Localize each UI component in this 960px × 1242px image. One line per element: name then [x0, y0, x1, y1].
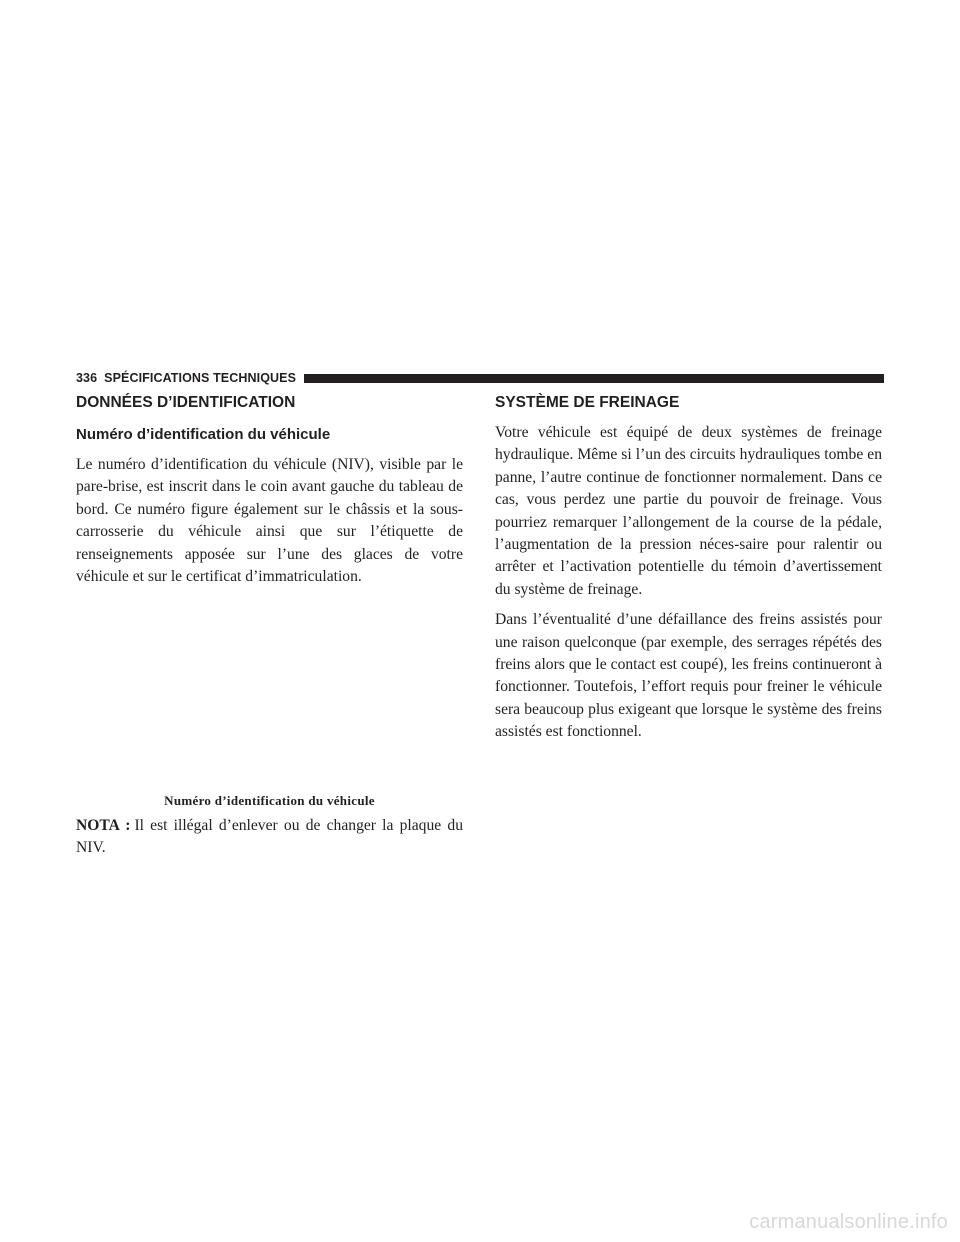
vin-paragraph: Le numéro d’identification du véhicule (NIV), visible par le pare-brise, est inscrit dans le coin avant gauche du tableau de bord. Ce numéro figure également sur le châssis et la sous-carrosserie du véhicule ainsi que sur l’étiquette de renseignements apposée sur l’une des glaces de votre véhicule et sur le certificat d’immatriculation.: [76, 456, 463, 586]
vin-subheading: Numéro d’identification du véhicule: [76, 426, 331, 443]
vin-figure-placeholder: [76, 570, 463, 788]
braking-paragraph-1: Votre véhicule est équipé de deux systèmes de freinage hydraulique. Même si l’un des circuits hydrauliques tombe en panne, l’autre continue de fonctionner normalement. Dans ce cas, vous perdez une partie du pouvoir de freinage. Vous pourriez remarquer l’allongement de la course de la pédale, l’augmentation de la pression néces-saire pour ralentir ou arrêter et l’activation potentielle du témoin d’avertissement du système de freinage.: [495, 424, 882, 598]
watermark: carmanualsonline.info: [749, 1211, 948, 1233]
braking-heading: SYSTÈME DE FREINAGE: [495, 394, 680, 411]
identification-heading: DONNÉES D’IDENTIFICATION: [76, 394, 296, 411]
right-column: [495, 390, 882, 744]
page-header: [76, 370, 884, 386]
note-text: Il est illégal d’enlever ou de changer la plaque du NIV.: [76, 817, 463, 857]
page-number: 336: [76, 371, 98, 385]
left-column: [76, 390, 463, 588]
running-section-title: SPÉCIFICATIONS TECHNIQUES: [104, 371, 297, 385]
note-label: NOTA :: [76, 817, 131, 834]
note-block: [76, 815, 463, 860]
braking-paragraph-2: Dans l’éventualité d’une défaillance des freins assistés pour une raison quelconque (par exemple, des serrages répétés des freins alors que le contact est coupé), les freins continueront à fonctionner. Toutefois, l’effort requis pour freiner le véhicule sera beaucoup plus exigeant que lorsque le système des freins assistés est fonctionnel.: [495, 611, 882, 741]
figure-caption: Numéro d’identification du véhicule: [164, 793, 375, 808]
header-rule: [304, 374, 884, 383]
